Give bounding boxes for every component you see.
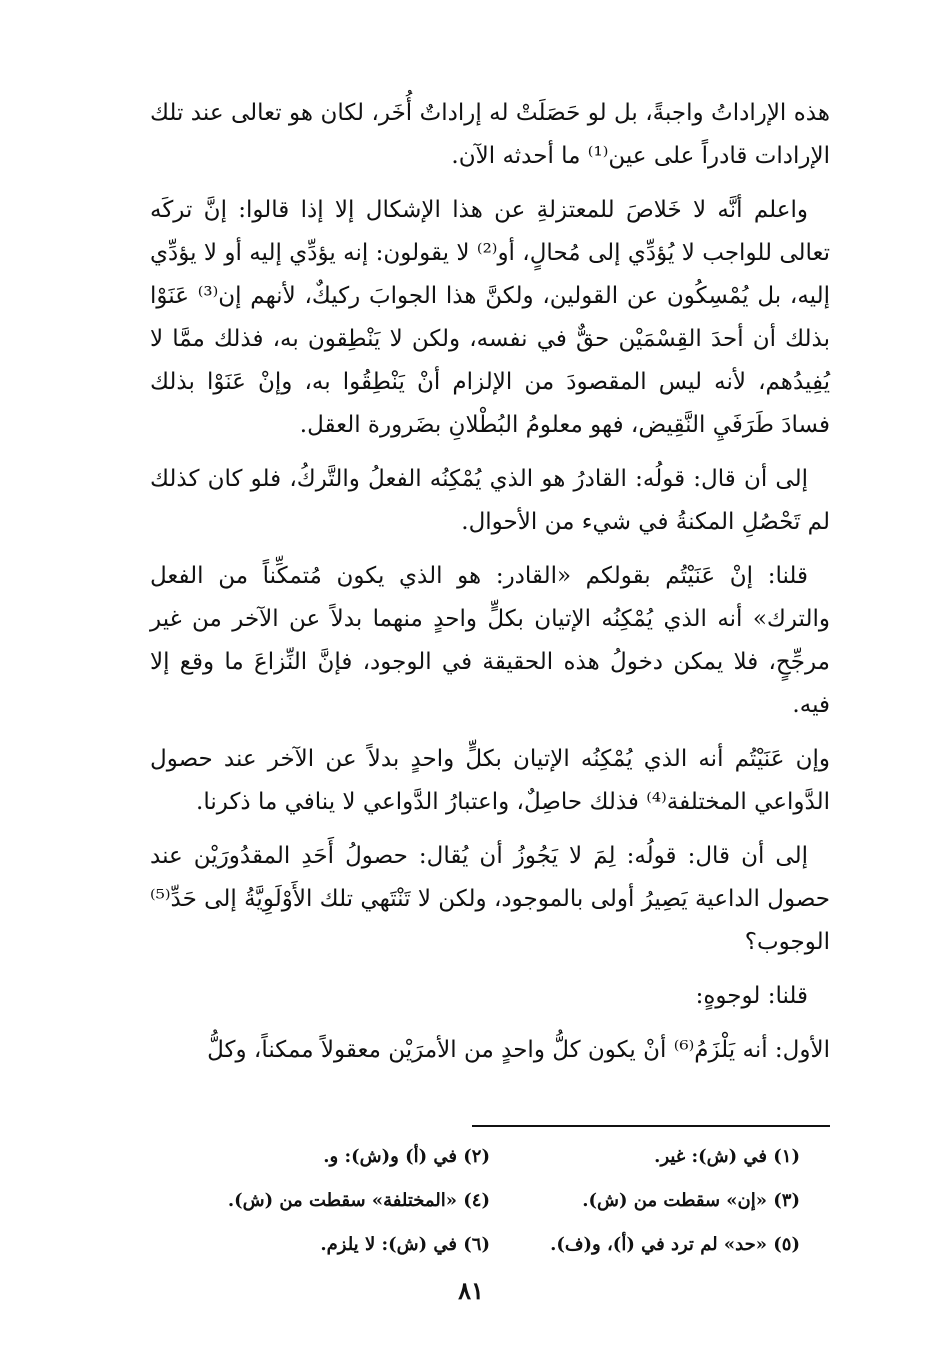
footnote-3: (٣) «إن» سقطت من (ش). bbox=[582, 1190, 800, 1211]
paragraph-4: قلنا: إنْ عَنَيْتُم بقولكم «القادر: هو الذي يكون مُتمكِّناً من الفعل والترك» أنه الذي يُمْكِنُه الإتيان بكلٍّ واحدٍ منهما بدلاً عن الآخر من غير مرجِّحٍ، فلا يمكن دخولُ هذه الحقيقة في الوجود، فإنَّ النِّزاعَ ما وقع إلا فيه. bbox=[150, 563, 830, 718]
footnotes bbox=[180, 1135, 800, 1267]
footnote-4: (٤) «المختلفة» سقطت من (ش). bbox=[227, 1190, 490, 1211]
footnote-row bbox=[180, 1223, 800, 1267]
page-number: ٨١ bbox=[458, 1276, 484, 1305]
paragraph-7: قلنا: لوجوهٍ: bbox=[695, 983, 808, 1009]
paragraph-3: إلى أن قال: قولُه: القادرُ هو الذي يُمْكِنُه الفعلُ والتَّركُ، فلو كان كذلك لم تَحْصُلِ المكنةُ في شيء من الأحوال. bbox=[150, 466, 830, 535]
paragraph-5: وإن عَنَيْتُم أنه الذي يُمْكِنُه الإتيان بكلٍّ واحدٍ بدلاً عن الآخر عند حصول الدَّواعي المختلفة⁽⁴⁾ فذلك حاصِلٌ، واعتبارُ الدَّواعي لا ينافي ما ذكرنا. bbox=[150, 746, 830, 815]
footnote-divider bbox=[472, 1125, 830, 1127]
paragraph-2: واعلم أنَّه لا خَلاصَ للمعتزلةِ عن هذا الإشكال إلا إذا قالوا: إنَّ تركَه تعالى للواجب لا يُؤدِّي إلى مُحالٍ، أو⁽²⁾ لا يقولون: إنه يؤدِّي إليه أو لا يؤدِّي إليه، بل يُمْسِكُون عن القولين، ولكنَّ هذا الجوابَ ركيكٌ، لأنهم إن⁽³⁾ عَنَوْا بذلك أن أحدَ القِسْمَيْن حقٌّ في نفسه، ولكن لا يَنْطِقون به، فذلك ممَّا لا يُفِيدُهم، لأنه ليس المقصودَ من الإلزام أنْ يَنْطِقُوا به، وإنْ عَنَوْا بذلك فسادَ طَرَفَيِ النَّقِيض، فهو معلومُ البُطْلانِ بضَرورة العقل. bbox=[150, 197, 830, 438]
paragraph-1: هذه الإراداتُ واجبةً، بل لو حَصَلَتْ له إراداتٌ أُخَر، لكان هو تعالى عند تلك الإرادات قادراً على عين⁽¹⁾ ما أحدثه الآن. bbox=[150, 100, 830, 169]
footnote-row bbox=[180, 1135, 800, 1179]
footnote-5: (٥) «حد» لم ترد في (أ)، و(ف). bbox=[550, 1234, 800, 1255]
footnote-6: (٦) في (ش): لا يلزم. bbox=[320, 1234, 490, 1255]
footnote-2: (٢) في (أ) و(ش): و. bbox=[323, 1146, 490, 1167]
paragraph-6: إلى أن قال: قولُه: لِمَ لا يَجُوزُ أن يُقال: حصولُ أَحَدِ المقدُورَيْن عند حصول الداعية يَصِيرُ أولى بالموجود، ولكن لا تَنْتَهي تلك الأَوْلَوِيَّةُ إلى حَدِّ⁽⁵⁾ الوجوب؟ bbox=[150, 843, 830, 955]
footnote-row bbox=[180, 1179, 800, 1223]
paragraph-8: الأول: أنه يَلْزَمُ⁽⁶⁾ أنْ يكون كلُّ واحدٍ من الأمرَيْن معقولاً ممكناً، وكلُّ bbox=[207, 1037, 830, 1063]
main-text bbox=[150, 92, 830, 1083]
footnote-1: (١) في (ش): غير. bbox=[654, 1146, 800, 1167]
